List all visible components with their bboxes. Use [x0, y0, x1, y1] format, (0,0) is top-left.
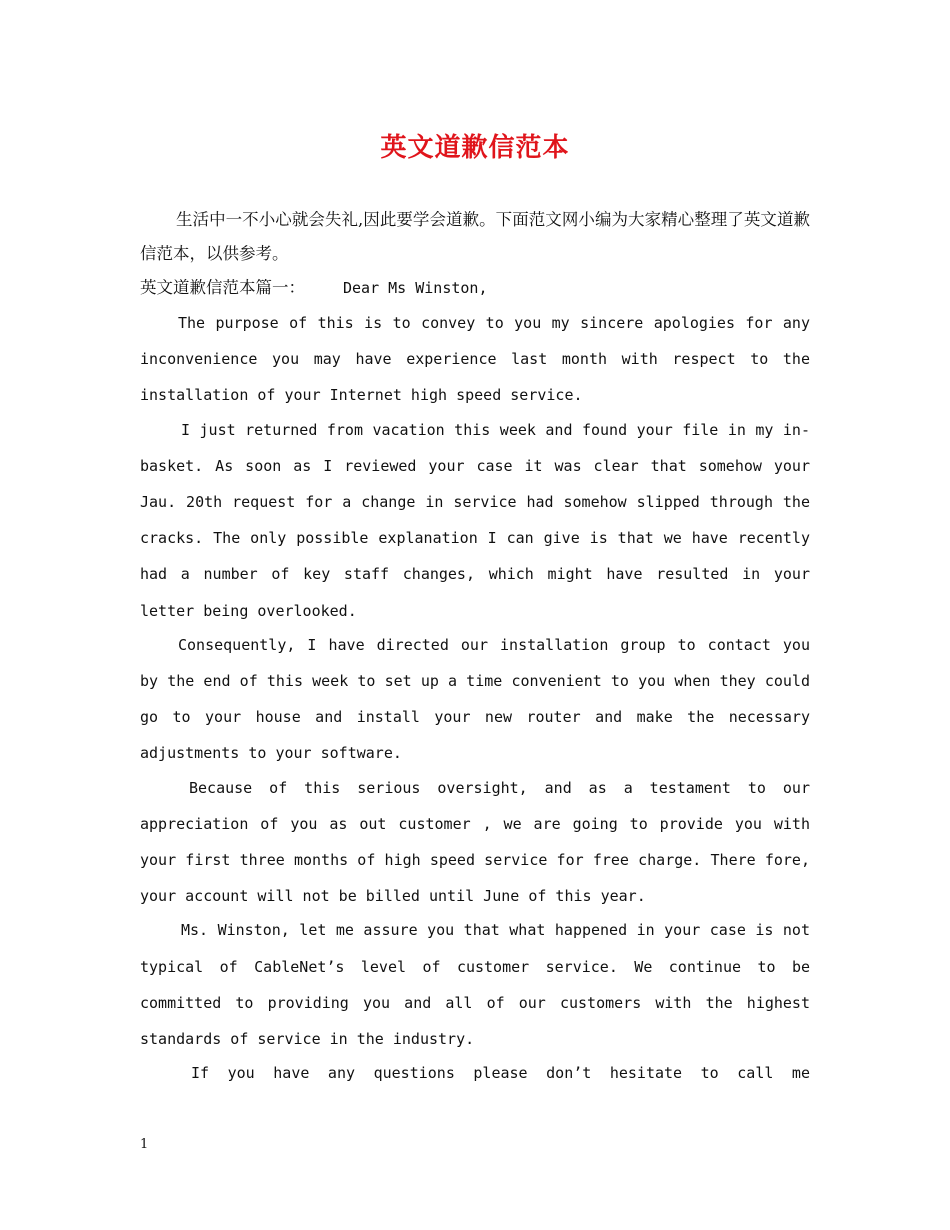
document-body [140, 203, 810, 1089]
letter-paragraph-3: Consequently, I have directed our installation group to contact you by the end of this week to set up a time convenient to you when they could go to your house and install your new router and make the necessary adjustments to your software. [140, 635, 810, 763]
section-label: 英文道歉信范本篇一： [140, 278, 305, 297]
letter-paragraph-2: I just returned from vacation this week and found your file in my in-basket. As soon as I reviewed your case it was clear that somehow your Jau. 20th request for a change in service had somehow slipped through the cracks. The only possible explanation I can give is that we have recently had a number of key staff changes, which might have resulted in your letter being overlooked. [140, 420, 810, 620]
page-number: 1 [140, 1137, 149, 1152]
letter-paragraph-1: The purpose of this is to convey to you my sincere apologies for any inconvenience you may have experience last month with respect to the installation of your Internet high speed service. [140, 314, 810, 405]
letter-paragraph-4: Because of this serious oversight, and as a testament to our appreciation of you as out customer , we are going to provide you with your first three months of high speed service for free charge. There fore, your account will not be billed until June of this year. [140, 778, 810, 906]
section-heading-line [140, 271, 810, 305]
intro-paragraph: 生活中一不小心就会失礼,因此要学会道歉。下面范文网小编为大家精心整理了英文道歉信范本，以供参考。 [140, 210, 810, 263]
document-title: 英文道歉信范本 [380, 133, 570, 163]
letter-paragraph-6: If you have any questions please don’t hesitate to call me [191, 1064, 810, 1083]
letter-paragraph-5: Ms. Winston, let me assure you that what happened in your case is not typical of CableNet’s level of customer service. We continue to be committed to providing you and all of our customers with the highest standards of service in the industry. [140, 921, 810, 1049]
salutation: Dear Ms Winston, [343, 279, 488, 297]
